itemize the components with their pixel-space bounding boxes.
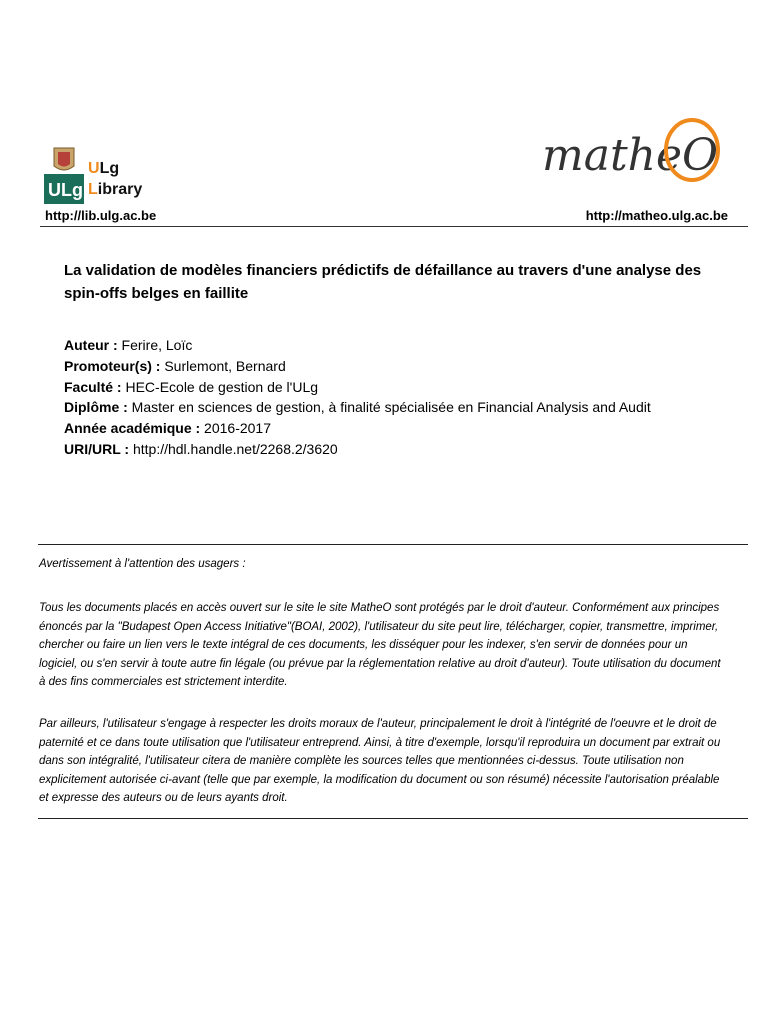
meta-row-author: Auteur : Ferire, Loïc bbox=[64, 337, 193, 353]
document-metadata bbox=[64, 335, 744, 460]
ulg-library-wordmark: ULg Library bbox=[88, 160, 143, 198]
notice-divider-bottom bbox=[38, 818, 748, 819]
meta-row-faculty: Faculté : HEC-Ecole de gestion de l'ULg bbox=[64, 378, 319, 395]
lib-ulg-url[interactable]: http://lib.ulg.ac.be bbox=[45, 208, 157, 223]
document-title: La validation de modèles financiers prédictifs de défaillance au travers d'une analyse des spin-offs belges en faillite bbox=[64, 262, 702, 302]
matheo-url[interactable]: http://matheo.ulg.ac.be bbox=[585, 208, 728, 223]
notice-heading: Avertissement à l'attention des usagers : bbox=[39, 558, 246, 570]
ulg-crest-icon bbox=[44, 144, 84, 204]
notice-paragraph-moral-rights: Par ailleurs, l'utilisateur s'engage à respecter les droits moraux de l'auteur, principalement le droit à l'intégrité de l'oeuvre et le droit de paternité et ce dans toute utilisation que l'utilisateur entreprend. Ainsi, à titre d'exemple, lorsqu'il reproduira un document par extrait ou dans son intégralité, l'utilisateur citera de manière complète les sources telles que mentionnées ci-dessus. Toute utilisation non explicitement autorisée ci-avant (telle que par exemple, la modification du document ou son résumé) nécessite l'autorisation préalable et expresse des auteurs ou de leurs ayants droit. bbox=[39, 718, 721, 804]
ulg-library-logo bbox=[44, 144, 164, 204]
matheo-logo bbox=[540, 112, 730, 192]
meta-row-diploma: Diplôme : Master en sciences de gestion, à finalité spécialisée en Financial Analysis and Audit bbox=[64, 399, 651, 416]
notice-divider-top bbox=[38, 544, 748, 545]
meta-row-promoter: Promoteur(s) : Surlemont, Bernard bbox=[64, 357, 286, 374]
notice-paragraph-copyright: Tous les documents placés en accès ouvert sur le site le site MatheO sont protégés par le droit d'auteur. Conformément aux principes énoncés par la "Budapest Open Access Initiative"(BOAI, 2002), l'utilisateur du site peut lire, télécharger, copier, transmettre, imprimer, chercher ou faire un lien vers le texte intégral de ces documents, les disséquer pour les indexer, s'en servir de données pour un logiciel, ou s'en servir à toute autre fin légale (ou prévue par la réglementation relative au droit d'auteur). Toute utilisation du document à des fins commerciales est strictement interdite. bbox=[39, 602, 721, 688]
ulg-crest-text: ULg bbox=[48, 180, 83, 200]
header-divider bbox=[40, 226, 748, 227]
matheo-logo-text: matheO bbox=[542, 130, 719, 181]
meta-row-uri[interactable]: URI/URL : http://hdl.handle.net/2268.2/3620 bbox=[64, 440, 338, 457]
meta-row-academic-year: Année académique : 2016-2017 bbox=[64, 420, 271, 437]
